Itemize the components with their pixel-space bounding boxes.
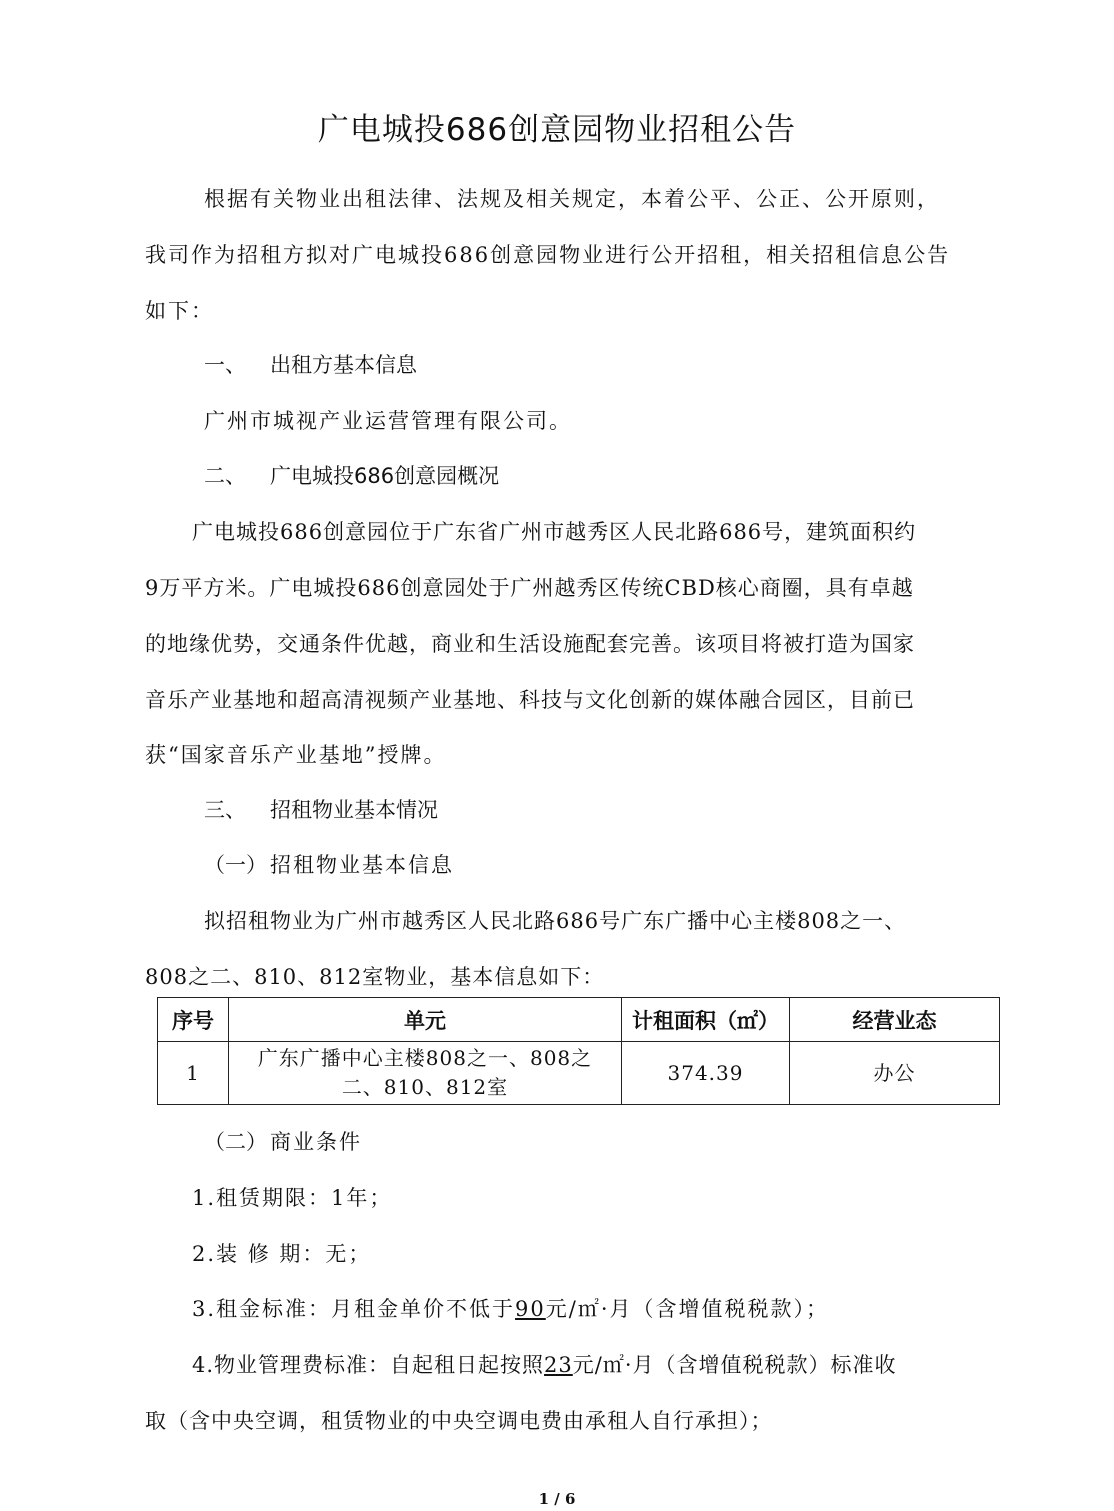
- subsection-1-number: （一）: [204, 853, 267, 877]
- table-cell-area: 374.39: [622, 1042, 790, 1105]
- page-number: 1 / 6: [538, 1490, 576, 1508]
- term-item-4-suffix: 元/㎡·月（含增值税税款）标准收: [572, 1353, 897, 1377]
- term-item-1: 1.租赁期限：1年；: [192, 1186, 393, 1210]
- table-cell-unit: [229, 1042, 622, 1105]
- section-2-line-2: 9万平方米。广电城投686创意园处于广州越秀区传统CBD核心商圈，具有卓越: [145, 576, 914, 600]
- section-1-body: 广州市城视产业运营管理有限公司。: [204, 409, 572, 433]
- section-1-heading: [204, 349, 417, 381]
- subsection-2-heading: [204, 1126, 362, 1158]
- term-item-3-prefix: 3.租金标准：月租金单价不低于: [192, 1297, 516, 1321]
- subsection-2-title: 商业条件: [270, 1130, 362, 1154]
- section-2-line-1: 广电城投686创意园位于广东省广州市越秀区人民北路686号，建筑面积约: [192, 520, 917, 544]
- table-header-usage: 经营业态: [790, 998, 1000, 1042]
- section-2-line-3: 的地缘优势，交通条件优越，商业和生活设施配套完善。该项目将被打造为国家: [145, 632, 915, 656]
- section-2-number: 二、: [204, 464, 246, 488]
- table-header-unit: 单元: [229, 998, 622, 1042]
- management-fee-value: 23: [544, 1353, 573, 1377]
- term-item-3-suffix: 元/㎡·月（含增值税税款）；: [545, 1297, 830, 1321]
- section-3-heading: [204, 794, 438, 826]
- table-cell-usage: 办公: [790, 1042, 1000, 1105]
- section-3-number: 三、: [204, 798, 246, 822]
- subsection-2-number: （二）: [204, 1130, 267, 1154]
- table-cell-unit-line-2: 二、810、812室: [341, 1075, 509, 1099]
- term-item-2: 2.装 修 期：无；: [192, 1242, 372, 1266]
- section-2-line-5: 获“国家音乐产业基地”授牌。: [145, 743, 447, 767]
- table-cell-unit-line-1: 广东广播中心主楼808之一、808之: [257, 1046, 593, 1070]
- table-header-index: 序号: [158, 998, 229, 1042]
- term-item-4-prefix: 4.物业管理费标准：自起租日起按照: [192, 1353, 545, 1377]
- section-2-heading: [204, 460, 499, 492]
- section-1-number: 一、: [204, 353, 246, 377]
- rent-price-value: 90: [515, 1297, 546, 1321]
- subsection-1-line-2: 808之二、810、812室物业，基本信息如下：: [145, 965, 605, 989]
- table-header-area: 计租面积（㎡）: [622, 998, 790, 1042]
- intro-line-3: 如下：: [145, 299, 214, 323]
- section-2-title: 广电城投686创意园概况: [270, 464, 500, 488]
- intro-line-2: 我司作为招租方拟对广电城投686创意园物业进行公开招租，相关招租信息公告: [145, 243, 951, 267]
- section-1-title: 出租方基本信息: [270, 353, 417, 377]
- intro-line-1: 根据有关物业出租法律、法规及相关规定，本着公平、公正、公开原则，: [204, 187, 940, 211]
- section-2-line-4: 音乐产业基地和超高清视频产业基地、科技与文化创新的媒体融合园区，目前已: [145, 688, 915, 712]
- subsection-1-title: 招租物业基本信息: [270, 853, 454, 877]
- section-3-title: 招租物业基本情况: [270, 798, 438, 822]
- subsection-1-line-1: 拟招租物业为广州市越秀区人民北路686号广东广播中心主楼808之一、: [204, 909, 907, 933]
- table-header-row: [158, 998, 1000, 1042]
- term-item-3: [192, 1293, 829, 1325]
- document-title: 广电城投686创意园物业招租公告: [317, 112, 797, 148]
- property-table: [157, 997, 1000, 1105]
- table-cell-index: 1: [158, 1042, 229, 1105]
- table-row: [158, 1042, 1000, 1105]
- subsection-1-heading: [204, 849, 454, 881]
- term-item-4-line-2: 取（含中央空调，租赁物业的中央空调电费由承租人自行承担）；: [145, 1409, 773, 1433]
- term-item-4: [192, 1349, 897, 1381]
